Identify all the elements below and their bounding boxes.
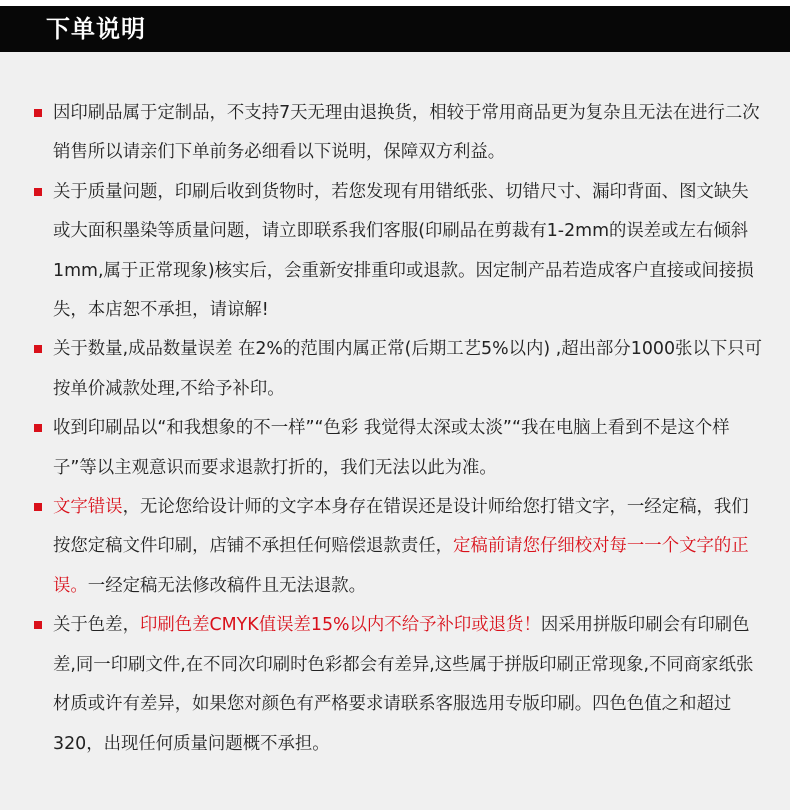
notice-text: 一经定稿无法修改稿件且无法退款。 bbox=[87, 575, 367, 596]
notice-text: 关于质量问题，印刷后收到货物时，若您发现有用错纸张、切错尺寸、漏印背面、图文缺失或大面积墨染等质量问题，请立即联系我们客服(印刷品在剪裁有1-2mm的误差或左右倾斜1mm,属于正常现象)核实后，会重新安排重印或退款。因定制产品若造成客户直接或间接损失，本店恕不承担，请谅解! bbox=[53, 181, 754, 321]
notice-highlight: 印刷色差CMYK值误差15%以内不给予补印或退货！ bbox=[139, 615, 541, 636]
notice-item-custom-product bbox=[34, 94, 764, 173]
notice-list bbox=[34, 94, 764, 764]
notice-item-quality bbox=[34, 173, 764, 331]
section-title: 下单说明 bbox=[46, 15, 146, 43]
notice-item-subjective bbox=[34, 409, 764, 488]
bullet-square-icon bbox=[34, 503, 42, 511]
notice-item-quantity bbox=[34, 330, 764, 409]
notice-text: 因采用拼版印刷会有印刷色差,同一印刷文件,在不同次印刷时色彩都会有差异,这些属于拼版印刷正常现象,不同商家纸张材质或许有差异，如果您对颜色有严格要求请联系客服选用专版印刷。四色色值之和超过320，出现任何质量问题概不承担。 bbox=[53, 615, 754, 754]
notice-highlight: 定稿前请您仔细校对每一一个文字的正误。 bbox=[53, 536, 749, 596]
notice-text: 因印刷品属于定制品，不支持7天无理由退换货，相较于常用商品更为复杂且无法在进行二次销售所以请亲们下单前务必细看以下说明，保障双方利益。 bbox=[53, 103, 760, 163]
section-header bbox=[0, 6, 790, 52]
notice-text: 关于色差， bbox=[53, 615, 140, 636]
bullet-square-icon bbox=[34, 621, 42, 629]
notice-text: 收到印刷品以“和我想象的不一样”“色彩 我觉得太深或太淡”“我在电脑上看到不是这个样子”等以主观意识而要求退款打折的，我们无法以此为准。 bbox=[53, 418, 730, 478]
notice-item-color-diff bbox=[34, 606, 764, 764]
bullet-square-icon bbox=[34, 109, 42, 117]
notice-highlight: 文字错误 bbox=[53, 497, 123, 518]
notice-text: 关于数量,成品数量误差 在2%的范围内属正常(后期工艺5%以内) ,超出部分1000张以下只可按单价减款处理,不给予补印。 bbox=[53, 339, 763, 399]
notice-text: ，无论您给设计师的文字本身存在错误还是设计师给您打错文字，一经定稿，我们按您定稿文件印刷，店铺不承担任何赔偿退款责任， bbox=[53, 497, 749, 557]
bullet-square-icon bbox=[34, 188, 42, 196]
notice-item-text-errors bbox=[34, 488, 764, 606]
bullet-square-icon bbox=[34, 345, 42, 353]
bullet-square-icon bbox=[34, 424, 42, 432]
